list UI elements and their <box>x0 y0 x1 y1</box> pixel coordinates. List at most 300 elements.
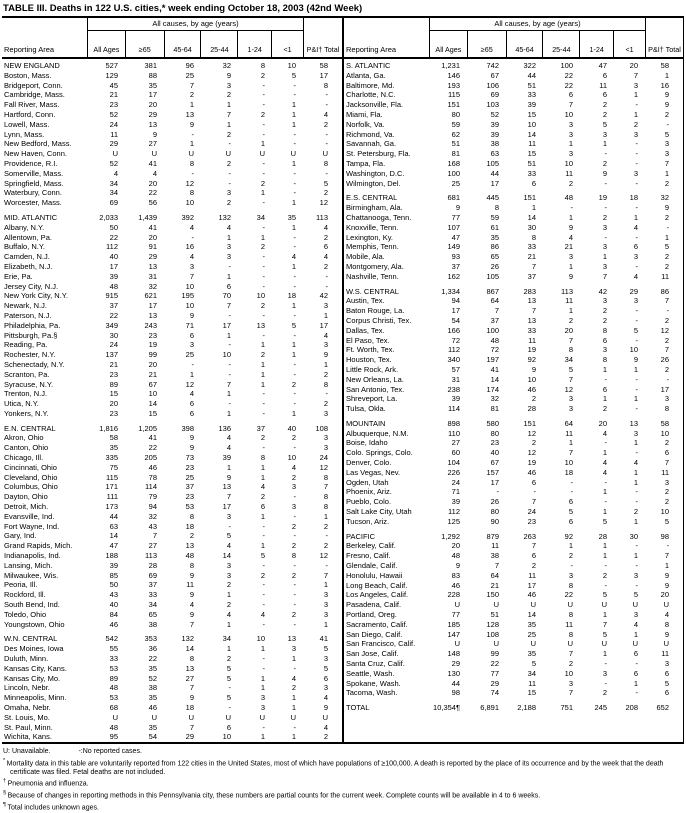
value-cell: 10 <box>564 109 573 119</box>
value-cell: 3 <box>602 296 607 306</box>
city-row <box>2 159 342 169</box>
value-cell: - <box>262 168 265 178</box>
value-cell: 48 <box>109 281 118 291</box>
value-cell: 3 <box>664 394 669 404</box>
value-cell: 44 <box>451 678 460 688</box>
value-cell: 9 <box>664 90 669 100</box>
value-cell: 1 <box>633 364 638 374</box>
value-cell: 1 <box>602 610 607 620</box>
value-cell: 151 <box>447 100 460 110</box>
value-cell: 3 <box>226 570 231 580</box>
value-cell: 8 <box>664 404 669 414</box>
value-cell: 112 <box>106 242 118 252</box>
value-cell: 2 <box>323 369 328 379</box>
value-cell: U <box>112 712 118 722</box>
value-cell: 29 <box>148 252 157 262</box>
value-cell: - <box>604 374 607 384</box>
value-cell: - <box>635 541 638 551</box>
city-row <box>344 649 683 659</box>
value-cell: 7 <box>494 306 499 316</box>
value-cell: 398 <box>181 423 194 433</box>
value-cell: 79 <box>148 492 157 502</box>
value-cell: 6 <box>531 178 536 188</box>
reporting-area-cell: Camden, N.J. <box>4 252 50 262</box>
footnote-item <box>3 757 684 778</box>
reporting-area-cell: Long Beach, Calif. <box>346 580 408 590</box>
value-cell: 3 <box>323 340 328 350</box>
value-cell: 3 <box>323 408 328 418</box>
reporting-area-cell: Columbus, Ohio <box>4 482 58 492</box>
value-cell: 46 <box>148 703 157 712</box>
value-cell: - <box>293 590 296 600</box>
value-cell: U <box>567 600 573 610</box>
value-cell: 38 <box>490 551 499 561</box>
city-row <box>344 659 683 669</box>
value-cell: 35 <box>148 722 157 732</box>
value-cell: 1 <box>602 394 607 404</box>
reporting-area-cell: Spokane, Wash. <box>346 678 401 688</box>
value-cell: 7 <box>664 458 669 468</box>
value-cell: - <box>293 560 296 570</box>
reporting-area-cell: Utica, N.Y. <box>4 399 39 409</box>
value-cell: 61 <box>490 222 499 232</box>
value-cell: 1 <box>260 673 265 683</box>
value-cell: 3 <box>226 252 231 262</box>
value-cell: U <box>151 712 157 722</box>
value-cell: 6,891 <box>480 703 499 713</box>
value-cell: 2 <box>291 541 296 551</box>
value-cell: 4 <box>226 222 231 232</box>
value-cell: U <box>225 149 231 159</box>
value-cell: 9 <box>323 703 328 712</box>
value-cell: - <box>262 80 265 90</box>
value-cell: 10 <box>660 507 669 517</box>
value-cell: 80 <box>490 507 499 517</box>
value-cell: 1,292 <box>441 531 460 541</box>
value-cell: 12 <box>564 384 573 394</box>
column-header: 45-64 <box>165 31 202 57</box>
value-cell: 35 <box>287 212 296 222</box>
value-cell: 99 <box>148 350 157 360</box>
value-cell: 7 <box>494 561 499 571</box>
value-cell: 8 <box>189 654 194 664</box>
value-cell: 1 <box>226 619 231 629</box>
reporting-area-cell: Baton Rouge, La. <box>346 306 405 316</box>
city-row <box>344 336 683 346</box>
value-cell: 10 <box>564 458 573 468</box>
city-row <box>344 600 683 610</box>
value-cell: 11 <box>565 296 573 306</box>
city-row <box>344 252 683 262</box>
value-cell: 2 <box>602 404 607 414</box>
value-cell: - <box>325 531 328 541</box>
value-cell: 9 <box>189 609 194 619</box>
value-cell: - <box>293 399 296 409</box>
value-cell: 3 <box>226 80 231 90</box>
value-cell: 100 <box>486 325 499 335</box>
value-cell: 132 <box>181 634 194 644</box>
value-cell: 46 <box>527 467 536 477</box>
value-cell: 147 <box>447 629 460 639</box>
value-cell: 4 <box>189 389 194 399</box>
value-cell: 17 <box>222 502 231 512</box>
value-cell: - <box>604 659 607 669</box>
value-cell: - <box>262 560 265 570</box>
value-cell: 3 <box>633 252 638 262</box>
reporting-area-cell: Duluth, Minn. <box>4 654 49 664</box>
city-row <box>344 404 683 414</box>
value-cell: 4 <box>602 428 607 438</box>
value-cell: 8 <box>323 158 328 168</box>
value-cell: - <box>262 408 265 418</box>
value-cell: 162 <box>447 271 460 281</box>
reporting-area-cell: Allentown, Pa. <box>4 232 52 242</box>
value-cell: 1 <box>291 198 296 208</box>
city-row <box>344 306 683 316</box>
value-cell: 105 <box>486 158 499 168</box>
value-cell: 2 <box>633 507 638 517</box>
value-cell: 12 <box>185 178 194 188</box>
value-cell: 5 <box>568 507 573 517</box>
value-cell: 10 <box>564 668 573 678</box>
value-cell: 2 <box>664 487 669 497</box>
footnote-text: Pneumonia and influenza. <box>7 780 89 788</box>
reporting-area-cell: Montgomery, Ala. <box>346 261 404 271</box>
value-cell: 5 <box>323 644 328 654</box>
reporting-area-cell: Toledo, Ohio <box>4 609 47 619</box>
value-cell: - <box>325 281 328 291</box>
value-cell: 9 <box>602 168 607 178</box>
value-cell: - <box>325 90 328 100</box>
value-cell: 38 <box>148 683 157 693</box>
value-cell: 94 <box>148 502 157 512</box>
value-cell: - <box>262 600 265 610</box>
reporting-area-cell: Seattle, Wash. <box>346 668 395 678</box>
value-cell: - <box>570 477 573 487</box>
reporting-area-cell: South Bend, Ind. <box>4 600 60 610</box>
value-cell: 20 <box>598 418 607 428</box>
footnotes <box>2 748 684 813</box>
value-cell: - <box>262 654 265 664</box>
value-cell: 7 <box>664 345 669 355</box>
value-cell: 23 <box>185 492 194 502</box>
reporting-area-cell: Providence, R.I. <box>4 158 58 168</box>
value-cell: 1,205 <box>138 423 157 433</box>
value-cell: - <box>262 100 265 110</box>
value-cell: - <box>604 580 607 590</box>
value-cell: 4 <box>189 600 194 610</box>
value-cell: 3 <box>226 560 231 570</box>
column-header: 25-44 <box>543 31 580 57</box>
value-cell: 19 <box>527 345 536 355</box>
value-cell: 2 <box>323 541 328 551</box>
value-cell: 1 <box>291 222 296 232</box>
value-cell: 39 <box>109 560 118 570</box>
value-cell: 2 <box>602 100 607 110</box>
value-cell: 20 <box>109 399 118 409</box>
value-cell: 335 <box>105 453 118 463</box>
reporting-area-cell: Chattanooga, Tenn. <box>346 212 412 222</box>
value-cell: 22 <box>109 310 118 320</box>
value-cell: 39 <box>451 394 460 404</box>
value-cell: 20 <box>148 359 157 369</box>
value-cell: 1 <box>291 119 296 129</box>
value-cell: 8 <box>189 188 194 198</box>
value-cell: 17 <box>319 70 328 80</box>
city-row <box>2 610 342 620</box>
panel-header <box>344 18 683 59</box>
reporting-area-cell: St. Petersburg, Fla. <box>346 149 411 159</box>
value-cell: 283 <box>523 286 536 296</box>
value-cell: 7 <box>189 80 194 90</box>
value-cell: 1 <box>568 438 573 448</box>
city-row <box>2 580 342 590</box>
value-cell: - <box>191 168 194 178</box>
value-cell: 29 <box>185 732 194 742</box>
city-row <box>2 512 342 522</box>
value-cell: 2 <box>260 109 265 119</box>
value-cell: 137 <box>105 350 118 360</box>
reporting-area-cell: Albuquerque, N.M. <box>346 428 409 438</box>
city-row <box>344 159 683 169</box>
value-cell: 65 <box>148 609 157 619</box>
value-cell: 10 <box>185 281 194 291</box>
value-cell: - <box>228 521 231 531</box>
value-cell: 115 <box>448 90 460 100</box>
value-cell: 47 <box>451 232 460 242</box>
city-row <box>2 81 342 91</box>
reporting-area-cell: Trenton, N.J. <box>4 389 48 399</box>
value-cell: 9 <box>226 70 231 80</box>
reporting-area-cell: E.S. CENTRAL <box>346 193 398 203</box>
value-cell: 25 <box>185 472 194 482</box>
value-cell: 89 <box>109 379 118 389</box>
value-cell: 16 <box>185 242 194 252</box>
value-cell: 2 <box>291 433 296 443</box>
value-cell: 98 <box>660 531 669 541</box>
reporting-area-cell: Santa Cruz, Calif. <box>346 659 405 669</box>
value-cell: 4 <box>633 619 638 629</box>
value-cell: 1 <box>664 168 669 178</box>
value-cell: 7 <box>602 619 607 629</box>
value-cell: 16 <box>660 80 669 90</box>
value-cell: 915 <box>105 291 118 301</box>
value-cell: 112 <box>448 345 460 355</box>
reporting-area-cell: Cincinnati, Ohio <box>4 462 57 472</box>
value-cell: 113 <box>561 286 573 296</box>
value-cell: - <box>635 384 638 394</box>
value-cell: 84 <box>109 609 118 619</box>
value-cell: 14 <box>222 551 231 561</box>
city-row <box>2 664 342 674</box>
value-cell: 1 <box>664 70 669 80</box>
city-row <box>344 478 683 488</box>
value-cell: 2 <box>602 212 607 222</box>
region-section <box>344 287 683 414</box>
value-cell: 8 <box>189 511 194 521</box>
city-row <box>344 326 683 336</box>
value-cell: U <box>454 639 460 649</box>
region-total-row <box>344 61 683 71</box>
value-cell: 47 <box>598 61 607 70</box>
city-row <box>2 443 342 453</box>
value-cell: 1,439 <box>138 212 157 222</box>
value-cell: 11 <box>599 80 607 90</box>
reporting-area-cell: Richmond, Va. <box>346 129 395 139</box>
value-cell: 1 <box>226 389 231 399</box>
value-cell: 44 <box>109 511 118 521</box>
value-cell: - <box>635 487 638 497</box>
value-cell: 53 <box>109 663 118 673</box>
value-cell: - <box>604 178 607 188</box>
city-row <box>2 71 342 81</box>
value-cell: 4 <box>664 610 669 620</box>
value-cell: 17 <box>490 477 499 487</box>
value-cell: 3 <box>602 129 607 139</box>
value-cell: - <box>570 487 573 497</box>
value-cell: 17 <box>490 178 499 188</box>
value-cell: 148 <box>447 649 460 659</box>
value-cell: 2 <box>602 315 607 325</box>
value-cell: - <box>262 158 265 168</box>
value-cell: 43 <box>148 521 157 531</box>
reporting-area-cell: San Diego, Calif. <box>346 629 403 639</box>
value-cell: - <box>604 497 607 507</box>
value-cell: 114 <box>145 482 157 492</box>
value-cell: 91 <box>148 242 157 252</box>
value-cell: 6 <box>568 497 573 507</box>
value-cell: 2 <box>323 261 328 271</box>
value-cell: 71 <box>185 320 194 330</box>
value-cell: 4 <box>291 462 296 472</box>
value-cell: 69 <box>148 570 157 580</box>
value-cell: 21 <box>148 369 157 379</box>
reporting-area-cell: Worcester, Mass. <box>4 198 62 208</box>
value-cell: 13 <box>185 109 194 119</box>
reporting-area-cell: Indianapolis, Ind. <box>4 551 61 561</box>
value-cell: 21 <box>527 252 536 262</box>
value-cell: 7 <box>664 296 669 306</box>
value-cell: 2 <box>260 301 265 311</box>
value-cell: 4 <box>291 252 296 262</box>
reporting-area-cell: Newark, N.J. <box>4 301 47 311</box>
value-cell: 37 <box>490 315 499 325</box>
value-cell: - <box>262 399 265 409</box>
value-cell: 1 <box>260 379 265 389</box>
value-cell: 14 <box>148 399 157 409</box>
deaths-table <box>2 16 684 744</box>
value-cell: 3 <box>323 433 328 443</box>
value-cell: 10,354¶ <box>433 703 460 713</box>
column-header: 25-44 <box>201 31 238 57</box>
value-cell: - <box>293 188 296 198</box>
value-cell: 17 <box>148 90 157 100</box>
value-cell: 1,231 <box>441 61 460 70</box>
value-cell: 37 <box>256 423 265 433</box>
value-cell: 8 <box>568 345 573 355</box>
value-cell: 8 <box>323 80 328 90</box>
value-cell: 78 <box>148 472 157 482</box>
reporting-area-cell: Salt Lake City, Utah <box>346 507 412 517</box>
value-cell: 9 <box>664 100 669 110</box>
value-cell: 22 <box>490 659 499 669</box>
value-cell: 17 <box>660 384 669 394</box>
city-row <box>2 531 342 541</box>
value-cell: - <box>604 232 607 242</box>
value-cell: 45 <box>109 80 118 90</box>
region-total-row <box>344 703 683 713</box>
value-cell: 81 <box>490 404 499 414</box>
value-cell: 53 <box>109 693 118 703</box>
city-row <box>2 409 342 419</box>
value-cell: - <box>293 139 296 149</box>
reporting-area-cell: Little Rock, Ark. <box>346 364 399 374</box>
value-cell: - <box>293 492 296 502</box>
value-cell: 65 <box>490 252 499 262</box>
city-row <box>344 262 683 272</box>
city-row <box>2 492 342 502</box>
value-cell: 2 <box>291 472 296 482</box>
value-cell: 54 <box>148 732 157 742</box>
value-cell: 381 <box>144 61 157 70</box>
city-row <box>2 399 342 409</box>
value-cell: 6 <box>568 516 573 526</box>
value-cell: - <box>635 100 638 110</box>
value-cell: 17 <box>148 301 157 311</box>
pi-total-header: P&I† Total <box>306 45 340 54</box>
value-cell: 4 <box>323 252 328 262</box>
value-cell: - <box>293 600 296 610</box>
value-cell: 58 <box>319 61 328 70</box>
value-cell: 18 <box>564 467 573 477</box>
reporting-area-cell: Baltimore, Md. <box>346 80 395 90</box>
footnote-item <box>3 789 684 801</box>
value-cell: 22 <box>564 70 573 80</box>
reporting-area-cell: Chicago, Ill. <box>4 453 44 463</box>
value-cell: 7 <box>568 374 573 384</box>
value-cell: 35 <box>148 663 157 673</box>
value-cell: 10 <box>564 158 573 168</box>
value-cell: 1 <box>633 212 638 222</box>
value-cell: 24 <box>527 507 536 517</box>
value-cell: - <box>325 389 328 399</box>
value-cell: 17 <box>451 306 460 316</box>
value-cell: 5 <box>226 673 231 683</box>
value-cell: - <box>635 335 638 345</box>
panel-body <box>344 59 683 713</box>
value-cell: 9 <box>189 443 194 453</box>
value-cell: 8 <box>323 502 328 512</box>
value-cell: 12 <box>319 198 328 208</box>
city-row <box>2 713 342 723</box>
value-cell: 9 <box>189 119 194 129</box>
value-cell: 2 <box>226 129 231 139</box>
value-cell: 1 <box>226 330 231 340</box>
value-cell: 3 <box>633 129 638 139</box>
value-cell: 48 <box>451 551 460 561</box>
value-cell: 1 <box>291 703 296 712</box>
value-cell: 59 <box>451 119 460 129</box>
value-cell: - <box>262 281 265 291</box>
value-cell: 1 <box>323 619 328 629</box>
value-cell: - <box>262 271 265 281</box>
value-cell: 2 <box>323 399 328 409</box>
value-cell: - <box>293 178 296 188</box>
city-row <box>2 291 342 301</box>
value-cell: 5 <box>602 516 607 526</box>
value-cell: 10 <box>148 389 157 399</box>
city-row <box>344 100 683 110</box>
